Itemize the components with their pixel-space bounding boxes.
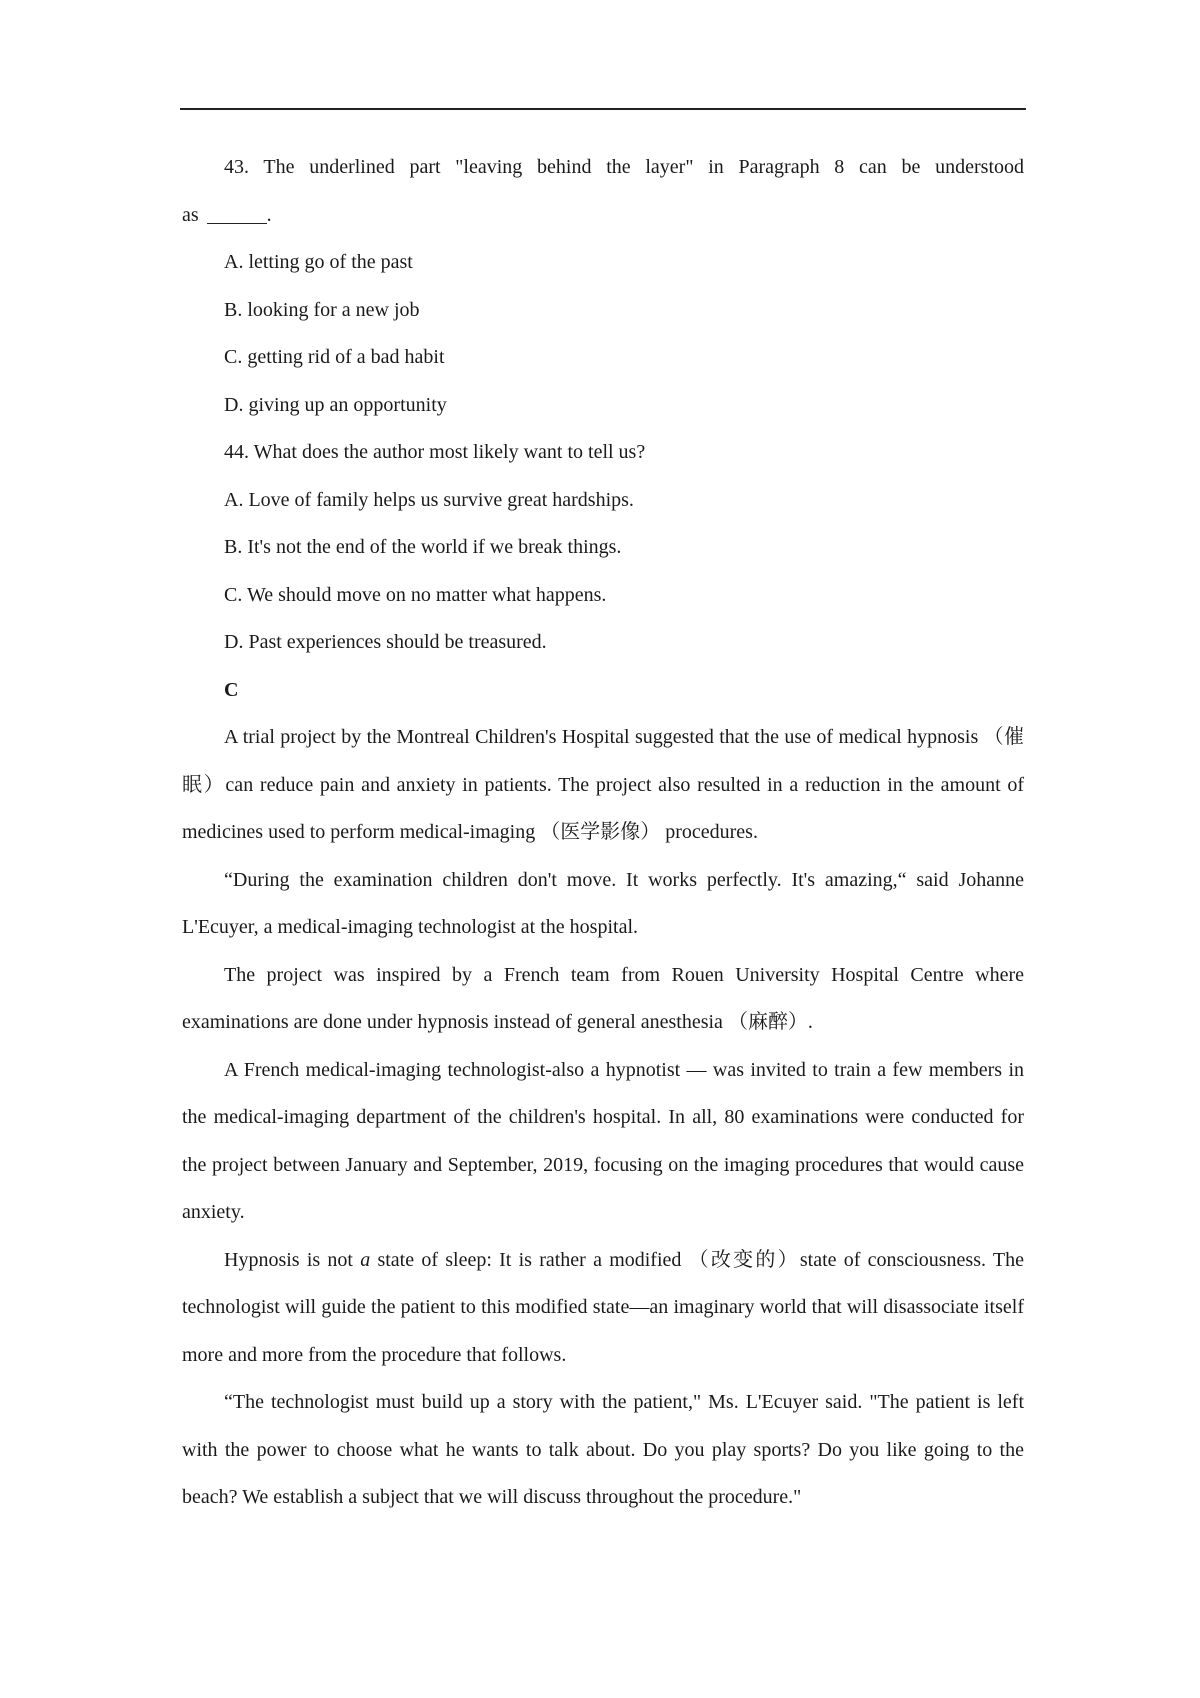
p5-start: Hypnosis is not [224,1248,361,1271]
q44-option-c: C. We should move on no matter what happens. [224,583,607,606]
answer-blank [207,222,267,224]
document-body [182,144,1024,1522]
paragraph-1: A trial project by the Montreal Children's Hospital suggested that the use of medical hypnosis （催眠）can reduce pain and anxiety in patients. The project also resulted in a reduction in the amount of medicines used to perform medical-imaging （医学影像） procedures. [182,726,1024,843]
q44-option-d: D. Past experiences should be treasured. [224,631,547,653]
paragraph-6: “The technologist must build up a story with the patient," Ms. L'Ecuyer said. "The patient is left with the power to choose what he wants to talk about. Do you play sports? Do you like going to the beach? We establish a subject that we will discuss throughout the procedure." [182,1391,1024,1508]
p5-italic-a: a [360,1248,371,1271]
section-heading: C [224,678,239,701]
q43-option-b: B. looking for a new job [224,298,420,321]
q43-period: . [266,203,272,226]
q43-option-d: D. giving up an opportunity [224,393,447,416]
q43-option-c: C. getting rid of a bad habit [224,346,445,368]
paragraph-2: “During the examination children don't move. It works perfectly. It's amazing,“ said Johanne L'Ecuyer, a medical-imaging technologist at the hospital. [182,868,1024,938]
header-rule [180,108,1026,110]
q44-stem: 44. What does the author most likely want to tell us? [224,441,646,463]
q43-as: as [182,203,199,226]
q43-option-a: A. letting go of the past [224,251,413,273]
q44-option-a: A. Love of family helps us survive great hardships. [224,488,634,511]
q44-option-b: B. It's not the end of the world if we break things. [224,536,622,558]
paragraph-3: The project was inspired by a French team from Rouen University Hospital Centre where examinations are done under hypnosis instead of general anesthesia （麻醉）. [182,963,1024,1033]
p5-rest: state of sleep: It is rather a modified （改变的）state of consciousness. The technologist will guide the patient to this modified state—an imaginary world that will disassociate itself more and more from the procedure that follows. [182,1248,1024,1366]
q43-stem: 43. The underlined part "leaving behind the layer" in Paragraph 8 can be understood [224,156,1024,178]
paragraph-4: A French medical-imaging technologist-also a hypnotist — was invited to train a few members in the medical-imaging department of the children's hospital. In all, 80 examinations were conducted for the project between January and September, 2019, focusing on the imaging procedures that would cause anxiety. [182,1058,1024,1223]
q43-stem-continued [182,192,1024,240]
paragraph-5 [182,1237,1024,1380]
